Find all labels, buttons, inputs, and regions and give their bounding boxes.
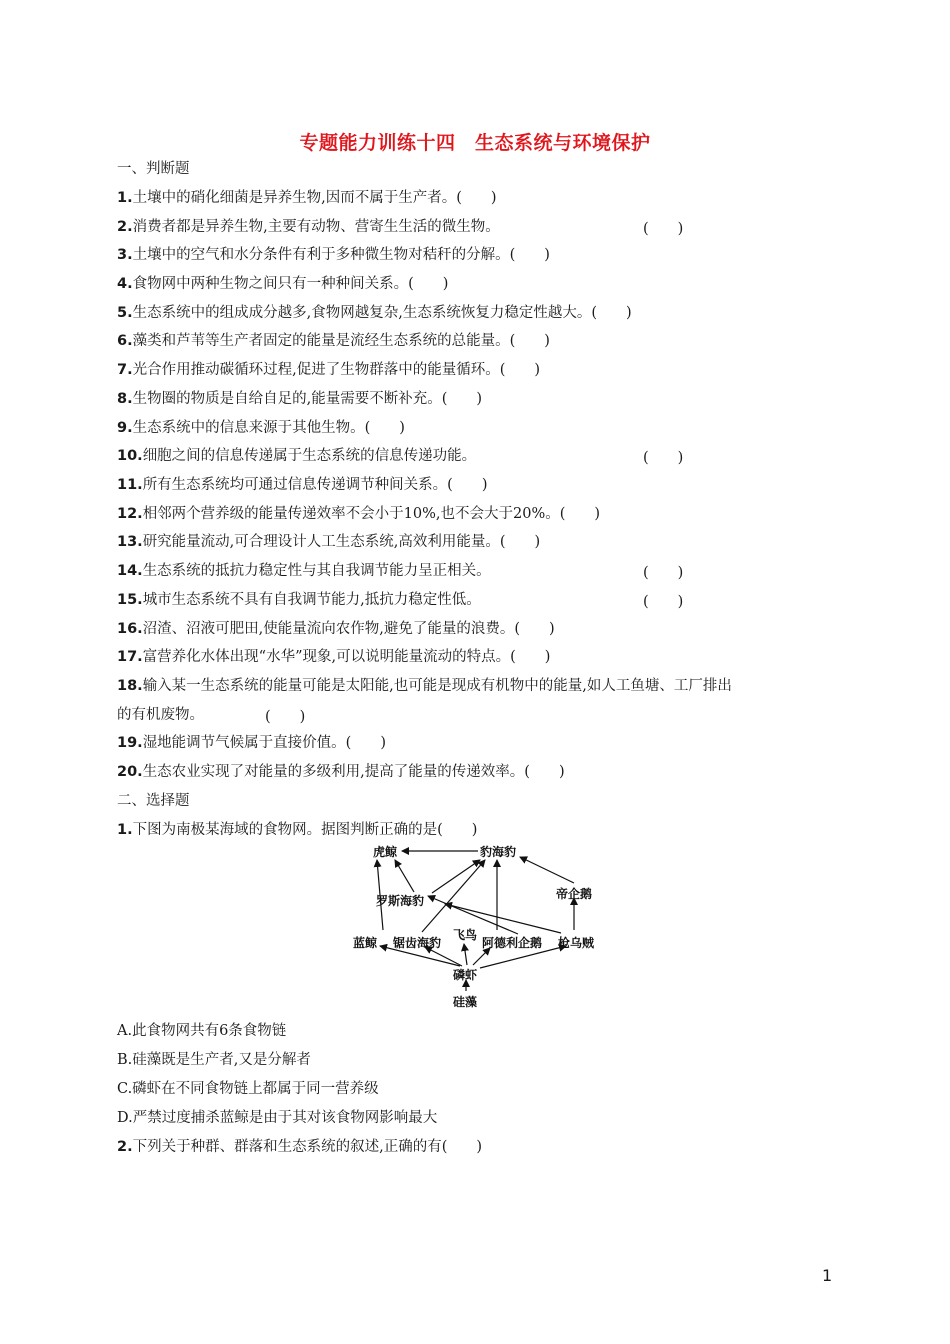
judgment-text: 生态系统中的组成成分越多,食物网越复杂,生态系统恢复力稳定性越大。( ) [132, 305, 632, 321]
judgment-item [117, 590, 481, 610]
judgment-item [117, 303, 632, 323]
answer-parentheses: ( ) [643, 594, 684, 610]
judgment-number: 15. [117, 592, 143, 608]
judgment-item [117, 188, 497, 208]
question-text: 下图为南极某海域的食物网。据图判断正确的是( ) [132, 822, 478, 838]
judgment-item [117, 733, 386, 753]
question-2 [117, 1137, 482, 1157]
judgment-continuation: 的有机废物。 [117, 707, 204, 723]
arrow-emperor-to-leopard [520, 857, 574, 883]
judgment-text: 土壤中的硝化细菌是异养生物,因而不属于生产者。( ) [132, 190, 497, 206]
option-a: A.此食物网共有6条食物链 [117, 1023, 287, 1039]
judgment-text: 生态农业实现了对能量的多级利用,提高了能量的传递效率。( ) [142, 764, 565, 780]
judgment-item [117, 389, 482, 409]
node-adelie-penguin: 阿德利企鹅 [482, 936, 543, 950]
judgment-number: 18. [117, 678, 143, 694]
judgment-item [117, 647, 550, 667]
node-crabeater-seal: 锯齿海豹 [393, 936, 442, 950]
judgment-number: 3. [117, 247, 133, 263]
node-petrel: 飞鸟 [453, 928, 478, 942]
judgment-number: 1. [117, 190, 133, 206]
judgment-number: 8. [117, 391, 133, 407]
judgment-text: 生物圈的物质是自给自足的,能量需要不断补充。( ) [132, 391, 483, 407]
page-number: 1 [822, 1266, 833, 1285]
arrow-ross-to-leopard [432, 860, 480, 893]
node-emperor-penguin: 帝企鹅 [556, 887, 593, 901]
judgment-item [117, 245, 550, 265]
judgment-text: 湿地能调节气候属于直接价值。( ) [142, 735, 386, 751]
judgment-text: 消费者都是异养生物,主要有动物、营寄生生活的微生物。 [132, 219, 500, 235]
judgment-item [117, 475, 488, 495]
judgment-text: 沼渣、沼液可肥田,使能量流向农作物,避免了能量的浪费。( ) [142, 621, 555, 637]
judgment-item [117, 676, 732, 696]
judgment-number: 5. [117, 305, 133, 321]
judgment-text: 细胞之间的信息传递属于生态系统的信息传递功能。 [142, 448, 477, 464]
judgment-text: 藻类和芦苇等生产者固定的能量是流经生态系统的总能量。( ) [132, 333, 550, 349]
answer-parentheses: ( ) [265, 709, 306, 725]
node-killer-whale: 虎鲸 [373, 845, 398, 859]
judgment-number: 17. [117, 649, 143, 665]
node-leopard-seal: 豹海豹 [480, 845, 517, 859]
page-title: 专题能力训练十四 生态系统与环境保护 [299, 132, 651, 154]
question-number: 2. [117, 1139, 133, 1155]
judgment-text: 研究能量流动,可合理设计人工生态系统,高效利用能量。( ) [142, 534, 541, 550]
option-d: D.严禁过度捕杀蓝鲸是由于其对该食物网影响最大 [117, 1110, 438, 1126]
section-heading-choice: 二、选择题 [117, 793, 190, 809]
judgment-number: 20. [117, 764, 143, 780]
judgment-number: 16. [117, 621, 143, 637]
question-text: 下列关于种群、群落和生态系统的叙述,正确的有( ) [132, 1139, 483, 1155]
answer-parentheses: ( ) [643, 450, 684, 466]
question-number: 1. [117, 822, 133, 838]
judgment-number: 12. [117, 506, 143, 522]
judgment-text: 生态系统的抵抗力稳定性与其自我调节能力呈正相关。 [142, 563, 491, 579]
section-heading-judgment: 一、判断题 [117, 161, 190, 177]
judgment-number: 14. [117, 563, 143, 579]
judgment-number: 11. [117, 477, 143, 493]
question-1 [117, 820, 477, 840]
node-diatom: 硅藻 [453, 995, 478, 1009]
judgment-number: 19. [117, 735, 143, 751]
judgment-item [117, 446, 476, 466]
judgment-number: 2. [117, 219, 133, 235]
judgment-number: 9. [117, 420, 133, 436]
judgment-item [117, 217, 500, 237]
judgment-text: 富营养化水体出现“水华”现象,可以说明能量流动的特点。( ) [142, 649, 551, 665]
judgment-text: 生态系统中的信息来源于其他生物。( ) [132, 420, 405, 436]
answer-parentheses: ( ) [643, 221, 684, 237]
judgment-item [117, 762, 565, 782]
judgment-text: 输入某一生态系统的能量可能是太阳能,也可能是现成有机物中的能量,如人工鱼塘、工厂排出 [142, 678, 732, 694]
judgment-text: 食物网中两种生物之间只有一种种间关系。( ) [132, 276, 449, 292]
judgment-text: 土壤中的空气和水分条件有利于多种微生物对秸秆的分解。( ) [132, 247, 550, 263]
food-web-diagram [340, 838, 620, 1014]
judgment-number: 4. [117, 276, 133, 292]
arrow-krill-to-petrel [464, 944, 467, 965]
judgment-number: 10. [117, 448, 143, 464]
judgment-number: 7. [117, 362, 133, 378]
judgment-item [117, 418, 405, 438]
arrow-crabeater-to-leopard [422, 860, 485, 932]
judgment-text: 所有生态系统均可通过信息传递调节种间关系。( ) [142, 477, 488, 493]
judgment-text: 相邻两个营养级的能量传递效率不会小于10%,也不会大于20%。( ) [142, 506, 601, 522]
arrow-krill-to-adelie [473, 948, 490, 965]
judgment-number: 6. [117, 333, 133, 349]
option-c: C.磷虾在不同食物链上都属于同一营养级 [117, 1081, 379, 1097]
judgment-item [117, 504, 600, 524]
judgment-text: 城市生态系统不具有自我调节能力,抵抗力稳定性低。 [142, 592, 481, 608]
node-blue-whale: 蓝鲸 [353, 936, 378, 950]
judgment-item [117, 274, 448, 294]
judgment-number: 13. [117, 534, 143, 550]
option-b: B.硅藻既是生产者,又是分解者 [117, 1052, 311, 1068]
node-krill: 磷虾 [453, 968, 478, 982]
judgment-item [117, 532, 540, 552]
node-ross-seal: 罗斯海豹 [376, 894, 425, 908]
judgment-text: 光合作用推动碳循环过程,促进了生物群落中的能量循环。( ) [132, 362, 541, 378]
arrow-ross-to-killer [395, 860, 414, 892]
judgment-item [117, 619, 555, 639]
judgment-item [117, 331, 550, 351]
answer-parentheses: ( ) [643, 565, 684, 581]
node-squid: 枪乌贼 [558, 936, 595, 950]
judgment-item [117, 561, 491, 581]
judgment-item [117, 360, 540, 380]
